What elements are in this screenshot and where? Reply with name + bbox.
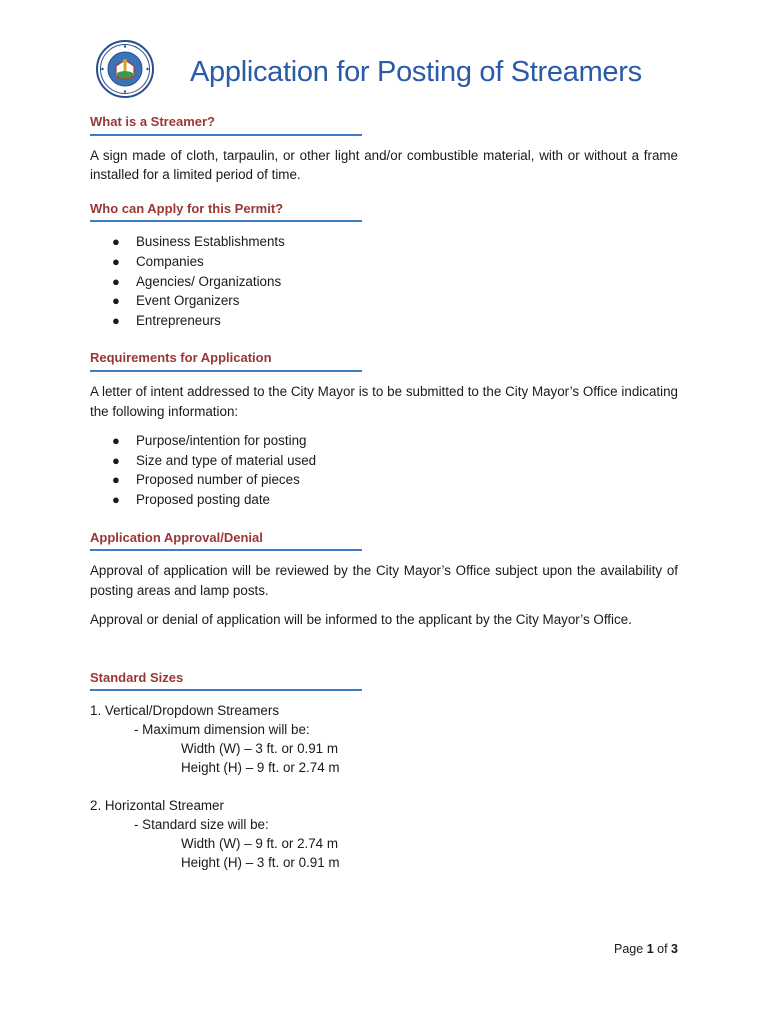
section-heading-approval: Application Approval/Denial — [90, 528, 362, 552]
size-horizontal-label: 2. Horizontal Streamer — [90, 798, 224, 814]
bullet-icon: ● — [112, 433, 120, 449]
requirements-list — [90, 431, 678, 509]
list-item: ● Event Organizers — [90, 291, 678, 311]
bullet-icon: ● — [112, 253, 120, 269]
section-heading-who: Who can Apply for this Permit? — [90, 199, 362, 223]
list-item: ● Agencies/ Organizations — [90, 272, 678, 292]
size-horizontal-width: Width (W) – 9 ft. or 2.74 m — [181, 836, 339, 852]
bullet-icon: ● — [112, 312, 120, 328]
city-seal-icon — [96, 40, 154, 98]
bullet-icon: ● — [112, 293, 120, 309]
list-item: ● Proposed posting date — [90, 490, 678, 510]
section-heading-requirements: Requirements for Application — [90, 348, 362, 372]
list-item: ● Entrepreneurs — [90, 311, 678, 331]
size-vertical — [90, 701, 678, 777]
list-item: ● Business Establishments — [90, 232, 678, 252]
section-text-approval-2: Approval or denial of application will be informed to the applicant by the City Mayor’s Office. — [90, 612, 632, 628]
size-horizontal-sub: - Standard size will be: — [134, 817, 269, 833]
bullet-icon: ● — [112, 491, 120, 507]
page-title: Application for Posting of Streamers — [190, 56, 642, 88]
list-item: ● Purpose/intention for posting — [90, 431, 678, 451]
list-item: ● Size and type of material used — [90, 451, 678, 471]
bullet-icon: ● — [112, 234, 120, 250]
section-heading-sizes: Standard Sizes — [90, 668, 362, 692]
list-item: ● Companies — [90, 252, 678, 272]
section-text-approval-1: Approval of application will be reviewed by the City Mayor’s Office subject upon the availability of posting areas and lamp posts. — [90, 563, 678, 598]
document-body — [90, 112, 678, 872]
size-horizontal-height: Height (H) – 3 ft. or 0.91 m — [181, 855, 340, 871]
who-list — [90, 232, 678, 330]
section-text-what: A sign made of cloth, tarpaulin, or other light and/or combustible material, with or without a frame installed for a limited period of time. — [90, 147, 678, 183]
page-number: Page 1 of 3 — [614, 942, 678, 956]
size-vertical-sub: - Maximum dimension will be: — [134, 722, 310, 738]
section-heading-what: What is a Streamer? — [90, 112, 362, 136]
bullet-icon: ● — [112, 452, 120, 468]
size-horizontal — [90, 796, 678, 872]
bullet-icon: ● — [112, 472, 120, 488]
document-header — [96, 40, 686, 100]
bullet-icon: ● — [112, 273, 120, 289]
section-text-requirements: A letter of intent addressed to the City Mayor is to be submitted to the City Mayor’s Office indicating the following information: — [90, 383, 678, 419]
size-vertical-width: Width (W) – 3 ft. or 0.91 m — [181, 741, 339, 757]
list-item: ● Proposed number of pieces — [90, 470, 678, 490]
size-vertical-height: Height (H) – 9 ft. or 2.74 m — [181, 760, 340, 776]
size-vertical-label: 1. Vertical/Dropdown Streamers — [90, 703, 280, 719]
